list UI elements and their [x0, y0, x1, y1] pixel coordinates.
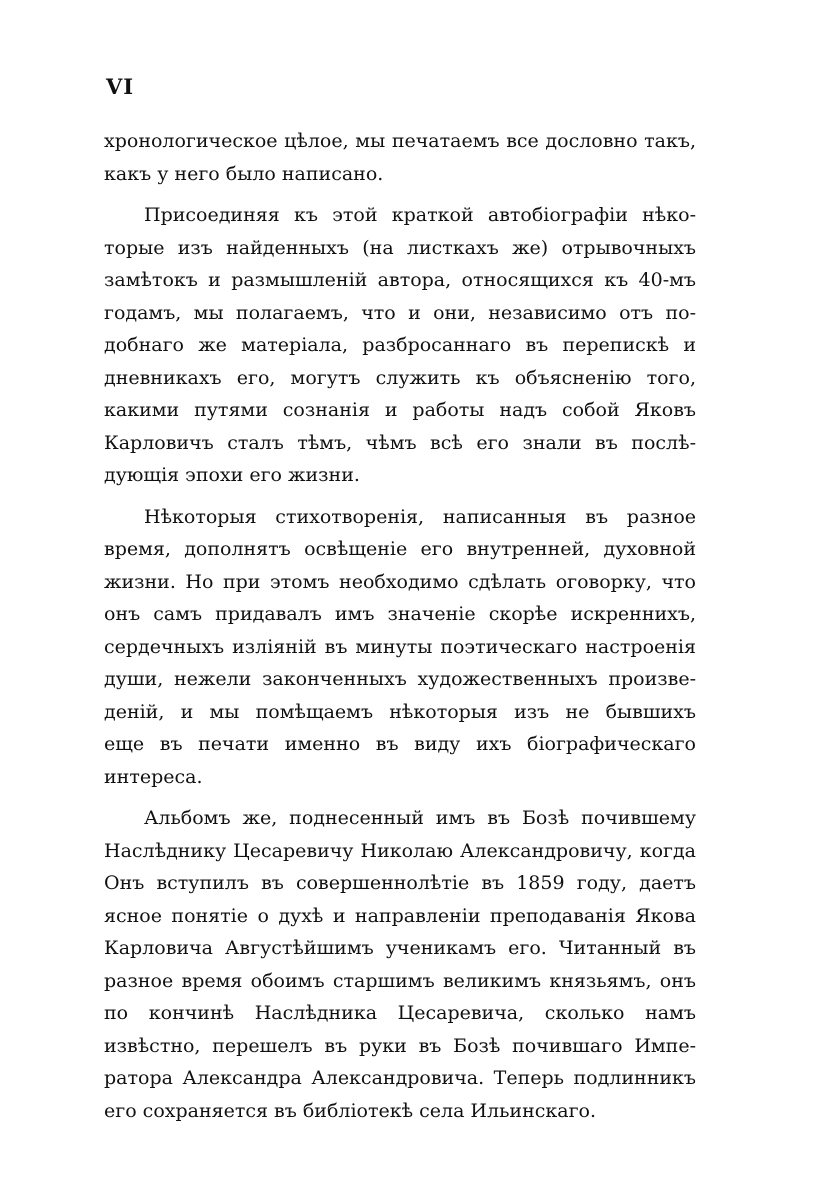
paragraph-2	[104, 199, 696, 492]
text-line: деній, и мы помѣщаемъ нѣкоторыя изъ не бывшихъ	[104, 700, 696, 723]
text-line: замѣтокъ и размышленій автора, относящихся къ 40-мъ	[104, 269, 696, 291]
text-line: Альбомъ же, поднесенный имъ въ Бозѣ почившему	[144, 807, 696, 829]
paragraph-3	[104, 501, 696, 794]
text-line: его сохраняется въ библіотекѣ села Ильинскаго.	[104, 1099, 597, 1122]
text-line: души, нежели законченныхъ художественныхъ произве-	[104, 668, 696, 690]
text-line: время, дополнятъ освѣщеніе его внутренней, духовной	[104, 538, 696, 560]
text-line: Карловичъ сталъ тѣмъ, чѣмъ всѣ его знали въ послѣ-	[104, 431, 696, 454]
text-line: разное время обоимъ старшимъ великимъ князьямъ, онъ	[104, 969, 696, 992]
paragraph-4	[104, 802, 696, 1127]
text-line: хронологическое цѣлое, мы печатаемъ все дословно такъ,	[104, 130, 696, 152]
text-line: дневникахъ его, могутъ служить къ объясненію того,	[104, 366, 696, 389]
text-line: извѣстно, перешелъ въ руки въ Бозѣ почившаго Импе-	[104, 1034, 696, 1057]
text-line: ясное понятіе о духѣ и направленіи преподаванія Якова	[104, 904, 696, 927]
text-line: по кончинѣ Наслѣдника Цесаревича, сколько намъ	[104, 1002, 696, 1024]
text-line: дующія эпохи его жизни.	[104, 464, 360, 486]
page-number: VI	[106, 74, 135, 99]
text-line: какими путями сознанія и работы надъ собой Яковъ	[104, 399, 696, 421]
paragraph-1	[104, 125, 696, 190]
text-line: интереса.	[104, 765, 203, 788]
text-line: Присоединяя къ этой краткой автобіографіи нѣко-	[144, 204, 696, 226]
text-line: годамъ, мы полагаемъ, что и они, независимо отъ по-	[104, 301, 696, 324]
text-line: Нѣкоторыя стихотворенія, написанныя въ разное	[144, 505, 696, 528]
text-line: Онъ вступилъ въ совершеннолѣтіе въ 1859 году, даетъ	[104, 872, 696, 894]
text-line: Карловича Августѣйшимъ ученикамъ его. Читанный въ	[104, 937, 696, 959]
text-line: торые изъ найденныхъ (на листкахъ же) отрывочныхъ	[104, 236, 696, 259]
text-line: жизни. Но при этомъ необходимо сдѣлать оговорку, что	[104, 570, 696, 593]
text-line: ратора Александра Александровича. Теперь подлинникъ	[104, 1067, 696, 1089]
page-text	[104, 125, 696, 1136]
text-line: еще въ печати именно въ виду ихъ біографическаго	[104, 733, 696, 755]
text-line: какъ у него было написано.	[104, 162, 384, 185]
text-line: сердечныхъ изліяній въ минуты поэтическаго настроенія	[104, 635, 696, 658]
text-line: Наслѣднику Цесаревичу Николаю Александровичу, когда	[104, 839, 696, 862]
text-line: добнаго же матеріала, разбросаннаго въ перепискѣ и	[104, 334, 696, 356]
text-line: онъ самъ придавалъ имъ значеніе скорѣе искреннихъ,	[104, 603, 696, 625]
